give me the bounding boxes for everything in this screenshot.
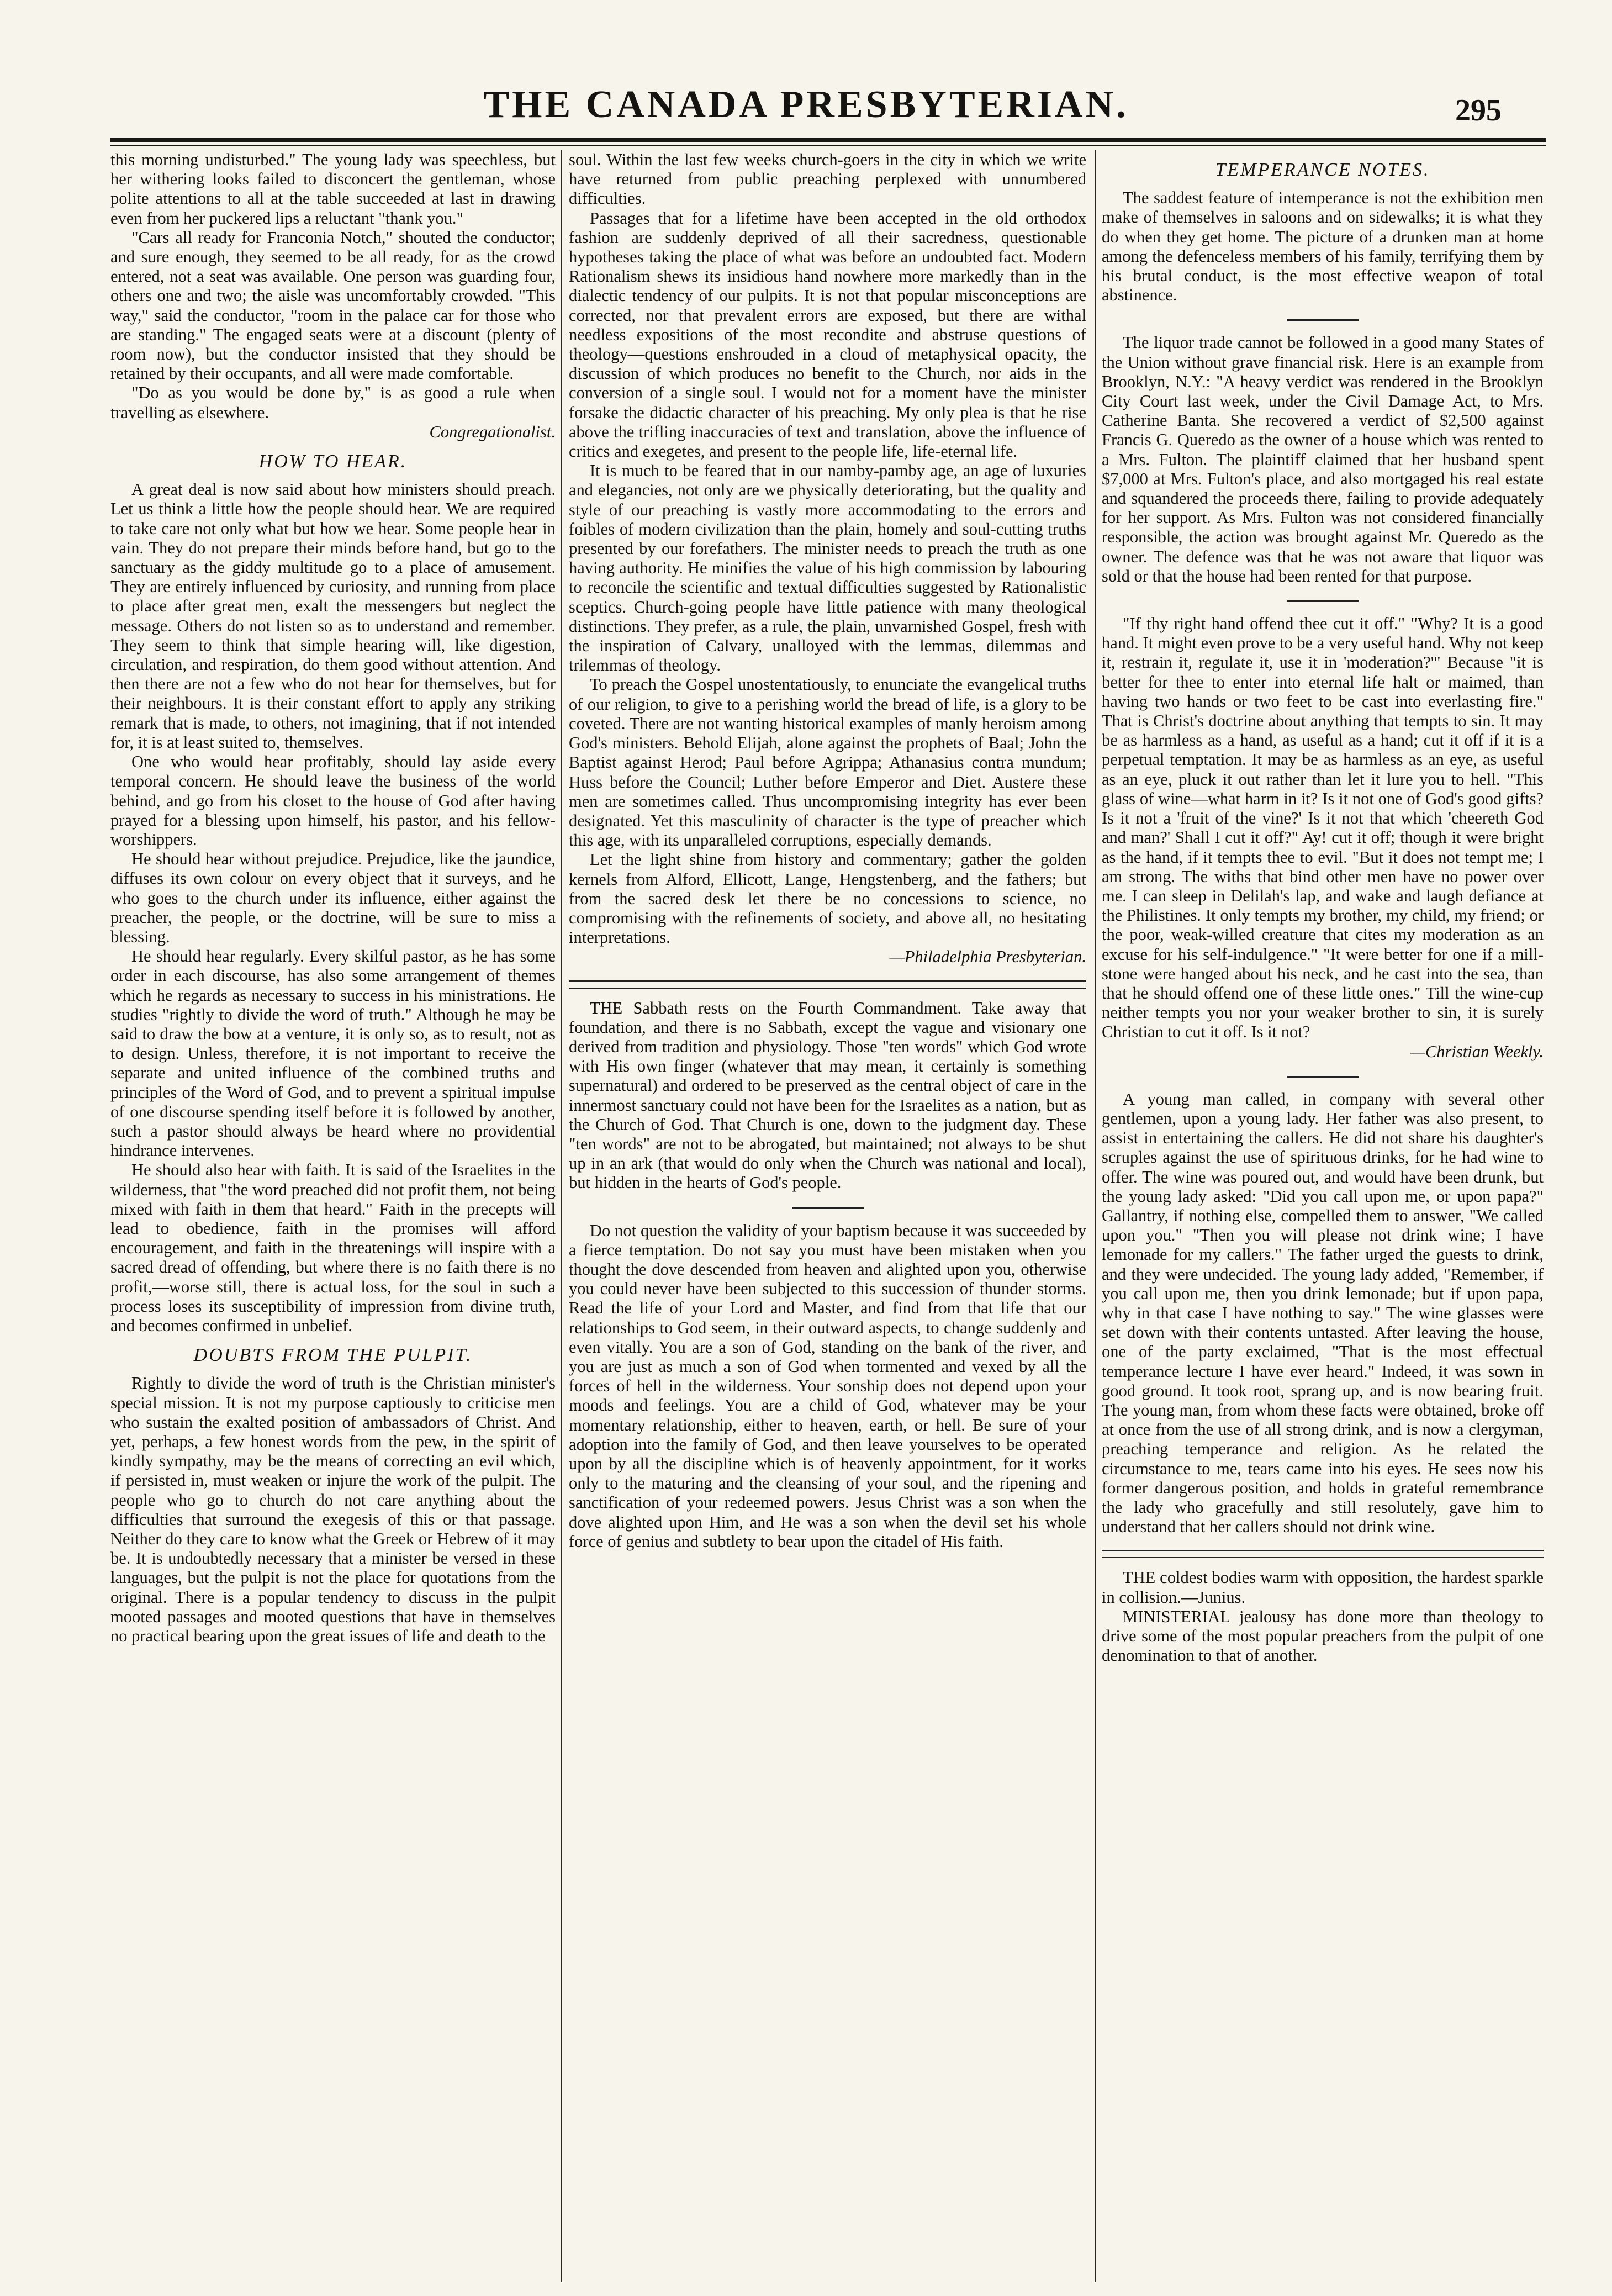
article-paragraph: "Cars all ready for Franconia Notch," shouted the conductor; and sure enough, they seemed to be all ready, for as the crowd entered, not a seat was available. One person was guarding four, others one and two; the aisle was uncomfortably crowded. "This way," said the conductor, "room in the palace car for those who are standing." The engaged seats were at a discount (plenty of room now), but the conductor insisted that they should be retained by their occupants, and all were made comfortable. — [110, 228, 556, 383]
article-paragraph: To preach the Gospel unostentatiously, to enunciate the evangelical truths of our religion, to give to a perishing world the bread of life, is a glory to be coveted. There are not wanting historical examples of manly heroism among God's ministers. Behold Elijah, alone against the prophets of Baal; John the Baptist against Herod; Paul before Agrippa; Athanasius contra mundum; Huss before the Council; Luther before Emperor and Diet. Austere these men are sometimes called. Thus uncompromising integrity has ever been designated. Yet this masculinity of character is the type of preacher which this age, with its unparalleled corruptions, especially demands. — [569, 675, 1086, 850]
article-paragraph: The liquor trade cannot be followed in a good many States of the Union without grave financial risk. Here is an example from Brooklyn, N.Y.: "A heavy verdict was rendered in the Brooklyn City Court last week, under the Civil Damage Act, to Mrs. Catherine Banta. She recovered a verdict of $2,500 against Francis G. Queredo as the owner of a house which was rented to a Mrs. Fulton. The plaintiff claimed that her husband spent $7,000 at Mrs. Fulton's place, and also mortgaged his real estate and squandered the proceeds there, failing to provide adequately for her support. As Mrs. Fulton was not considered financially responsible, the action was brought against Mr. Queredo as the owner. The defence was that he was not aware that liquor was sold or that the house had been rented for that purpose. — [1102, 333, 1544, 585]
section-divider — [1287, 600, 1359, 602]
article-source: Congregationalist. — [429, 422, 556, 441]
article-source: —Philadelphia Presbyterian. — [889, 947, 1086, 967]
newspaper-title: THE CANADA PRESBYTERIAN. — [483, 83, 1129, 126]
article-paragraph: Rightly to divide the word of truth is the Christian minister's special mission. It is not my purpose captiously to criticise men who sustain the exalted position of ambassadors of Christ. And yet, perhaps, a few honest words from the pew, in the spirit of kindly sympathy, may be the means of correcting an evil which, if persisted in, must weaken or injure the work of the pulpit. The people who go to church do not care anything about the difficulties that surround the exegesis of this or that passage. Neither do they care to know what the Greek or Hebrew of it may be. It is undoubtedly necessary that a minister be versed in these languages, but the pulpit is not the place for quotations from the original. There is a popular tendency to discuss in the pulpit mooted passages and mooted questions that have in themselves no practical bearing upon the great issues of life and death to the — [110, 1374, 556, 1646]
article-source: —Christian Weekly. — [1410, 1042, 1544, 1061]
article-paragraph: MINISTERIAL jealousy has done more than theology to drive some of the most popular preachers from the pulpit of one denomination to that of another. — [1102, 1607, 1544, 1665]
article-paragraph: He should also hear with faith. It is said of the Israelites in the wilderness, that "the word preached did not profit them, not being mixed with faith in them that heard." Faith in the precepts will lead to obedience, faith in the promises will afford encouragement, and faith in the threatenings will inspire with a sacred dread of offending, but where there is no faith there is no profit,—worse still, there is actual loss, for the soul in such a process loses its susceptibility of impression from divine truth, and becomes confirmed in unbelief. — [110, 1160, 556, 1335]
article-paragraph: Passages that for a lifetime have been accepted in the old orthodox fashion are suddenly deprived of all their sacredness, questionable hypotheses taking the place of what was before an undoubted fact. Modern Rationalism shews its insidious hand nowhere more markedly than in the dialectic tendency of our pulpits. It is not that popular misconceptions are corrected, nor that prevalent errors are exposed, but there are withal needless expositions of the most recondite and abstruse questions of theology—questions enshrouded in a cloud of metaphysical opacity, the discussion of which produces no benefit to the Church, nor aids in the conversion of a single soul. I would not for a moment have the minister forsake the didactic character of his preaching. My only plea is that he rise above the trifling inaccuracies of text and translation, above the influence of critics and exegetes, and present to the people life, life-eternal life. — [569, 208, 1086, 461]
column-divider — [561, 150, 562, 2282]
section-divider — [792, 1207, 864, 1209]
article-heading: TEMPERANCE NOTES. — [1215, 160, 1430, 180]
header-rule-thin — [110, 145, 1546, 146]
section-divider — [569, 980, 1086, 989]
article-paragraph: Let the light shine from history and commentary; gather the golden kernels from Alford, Ellicott, Lange, Hengstenberg, and the fathers; but from the sacred desk let there be no concessions to science, no compromising with the refinements of society, and above all, no hesitating interpretations. — [569, 850, 1086, 947]
article-paragraph: One who would hear profitably, should lay aside every temporal concern. He should leave the business of the world behind, and go from his closet to the house of God after having prayed for a blessing upon himself, his pastor, and his fellow-worshippers. — [110, 752, 556, 849]
page-number: 295 — [1455, 93, 1502, 128]
article-paragraph: The saddest feature of intemperance is not the exhibition men make of themselves in saloons and on sidewalks; it is what they do when they get home. The picture of a drunken man at home among the defenceless members of his family, terrifying them by his brutal conduct, is the most effective weapon of total abstinence. — [1102, 188, 1544, 305]
column-middle — [569, 150, 1086, 1551]
article-paragraph: "Do as you would be done by," is as good a rule when travelling as elsewhere. — [110, 383, 556, 422]
article-paragraph: THE Sabbath rests on the Fourth Commandment. Take away that foundation, and there is no Sabbath, except the vague and visionary one derived from tradition and physiology. Those "ten words" which God wrote with His own finger (whatever that may mean, it certainly is something supernatural) and ordered to be preserved as the central object of care in the innermost sanctuary could not have been for the Israelites as a nation, but as the Church of God. That Church is one, down to the judgment day. These "ten words" are not to be abrogated, but maintained; not always to be shut up in an ark (that would do only when the Church was national and local), but hidden in the hearts of God's people. — [569, 998, 1086, 1192]
article-paragraph: soul. Within the last few weeks church-goers in the city in which we write have returned from public preaching perplexed with unnumbered difficulties. — [569, 150, 1086, 208]
column-right — [1102, 150, 1544, 1665]
section-divider — [1287, 319, 1359, 321]
article-paragraph: He should hear without prejudice. Prejudice, like the jaundice, diffuses its own colour on every object that it surveys, and he who goes to the church under its influence, either against the preacher, the people, or the doctrine, will be sure to miss a blessing. — [110, 849, 556, 946]
article-heading: HOW TO HEAR. — [258, 451, 408, 472]
article-paragraph: Do not question the validity of your baptism because it was succeeded by a fierce temptation. Do not say you must have been mistaken when you thought the dove descended from heaven and alighted upon you, otherwise you could never have been subjected to this succession of thunder storms. Read the life of your Lord and Master, and find from that life that our relationships to God seem, in their outward aspects, to change suddenly and even vitally. You are a son of God, standing on the bank of the river, and you are just as much a son of God when tormented and vexed by all the forces of hell in the wilderness. Your sonship does not depend upon your moods and feelings. You are a child of God, whatever may be your momentary relationship, either to heaven, earth, or hell. Be sure of your adoption into the family of God, and then leave yourselves to be operated upon by all the discipline which is of heavenly appointment, for it works only to the maturing and the cleansing of your soul, and the ripening and sanctification of your redeemed powers. Jesus Christ was a son when the dove alighted upon Him, and He was a son when the devil set his whole force of genius and subtlety to bear upon the citadel of His faith. — [569, 1221, 1086, 1551]
column-divider — [1095, 150, 1096, 2282]
section-divider — [1287, 1076, 1359, 1078]
section-divider — [1102, 1550, 1544, 1558]
article-paragraph: A young man called, in company with several other gentlemen, upon a young lady. Her father was also present, to assist in entertaining the callers. He did not share his daughter's scruples against the use of spirituous drinks, for he had wine to offer. The wine was poured out, and would have been drunk, but the young lady asked: "Did you call upon me, or upon papa?" Gallantry, if nothing else, compelled them to answer, "We called upon you." "Then you will please not drink wine; I have lemonade for my callers." The father urged the guests to drink, and they were undecided. The young lady added, "Remember, if you call upon me, then you drink lemonade; but if upon papa, why in that case I have nothing to say." The wine glasses were set down with their contents untasted. After leaving the house, one of the party exclaimed, "That is the most effectual temperance lecture I have ever heard." Indeed, it was sown in good ground. It took root, sprang up, and is now bearing fruit. The young man, from whom these facts were obtained, broke off at once from the use of all strong drink, and is now a clergyman, preaching temperance and religion. As he related the circumstance to me, tears came into his eyes. He sees now his former dangerous position, and holds in grateful remembrance the lady who gracefully and still resolutely, gave him to understand that her callers should not drink wine. — [1102, 1089, 1544, 1537]
article-paragraph: THE coldest bodies warm with opposition, the hardest sparkle in collision.—Junius. — [1102, 1568, 1544, 1607]
column-left — [110, 150, 556, 1646]
header-rule — [110, 138, 1546, 142]
article-heading: DOUBTS FROM THE PULPIT. — [193, 1345, 473, 1366]
article-paragraph: this morning undisturbed." The young lady was speechless, but her withering looks failed to disconcert the gentleman, whose polite attentions to all at the table succeeded at last in drawing even from her puckered lips a reluctant "thank you." — [110, 150, 556, 228]
article-paragraph: "If thy right hand offend thee cut it off." "Why? It is a good hand. It might even prove to be a very useful hand. Why not keep it, restrain it, regulate it, use it in 'moderation?'" Because "it is better for thee to enter into eternal life halt or maimed, than having two hands or two feet to be cast into everlasting fire." That is Christ's doctrine about anything that tempts to sin. It may be as harmless as a hand, as useful as a hand; cut it off if it is a perpetual temptation. It may be as harmless as an eye, as useful as an eye, pluck it out rather than let it lure you to hell. "This glass of wine—what harm in it? Is it not one of God's good gifts? Is it not a 'fruit of the vine?' Is it not that which 'cheereth God and man?' Shall I cut it off?" Ay! cut it off; though it were bright as the hand, if it tempts thee to evil. "But it does not tempt me; I am strong. The withs that bind other men have no power over me. I can sleep in Delilah's lap, and wake and laugh defiance at the Philistines. It only tempts my brother, my child, my friend; or the poor, weak-willed creature that cites my moderation as an excuse for his self-indulgence." "It were better for one if a mill-stone were hanged about his neck, and he cast into the sea, than that he should offend one of these little ones." Till the wine-cup neither tempts you nor your weaker brother to sin, it is surely Christian to cut it off. Is it not? — [1102, 614, 1544, 1042]
article-paragraph: A great deal is now said about how ministers should preach. Let us think a little how the people should hear. We are required to take care not only what but how we hear. Some people hear in vain. They do not prepare their minds before hand, but go to the sanctuary as the giddy multitude go to a place of amusement. They are entirely influenced by curiosity, and running from place to place after great men, exalt the messengers but neglect the message. Others do not listen so as to understand and remember. They seem to think that simple hearing will, like digestion, circulation, and respiration, do them good without attention. And then there are not a few who do not hear for themselves, but for their neighbours. It is their constant effort to apply any striking remark that is made, to others, not imagining, that if not intended for, it is at least suited to, themselves. — [110, 480, 556, 752]
article-paragraph: It is much to be feared that in our namby-pamby age, an age of luxuries and elegancies, not only are we physically deteriorating, but the quality and style of our preaching is vastly more accommodating to the errors and foibles of modern civilization than the plain, homely and soul-cutting truths presented by our forefathers. The minister needs to preach the truth as one having authority. He minifies the value of his high commission by labouring to reconcile the scientific and textual difficulties suggested by Rationalistic sceptics. Church-going people have little patience with many theological distinctions. They prefer, as a rule, the plain, unvarnished Gospel, fresh with the inspiration of Calvary, unalloyed with the lemmas, dilemmas and trilemmas of theology. — [569, 461, 1086, 675]
article-paragraph: He should hear regularly. Every skilful pastor, as he has some order in each discourse, has also some arrangement of themes which he regards as necessary to success in his ministrations. He studies "rightly to divide the word of truth." Although he may be said to draw the bow at a venture, it is only so, as to result, not as to design. Unless, therefore, it is not important to receive the separate and united influence of the combined truths and principles of the Word of God, and to prevent a spiritual impulse of one discourse spending itself before it is followed by another, such a pastor should always be heard where no providential hindrance intervenes. — [110, 947, 556, 1160]
